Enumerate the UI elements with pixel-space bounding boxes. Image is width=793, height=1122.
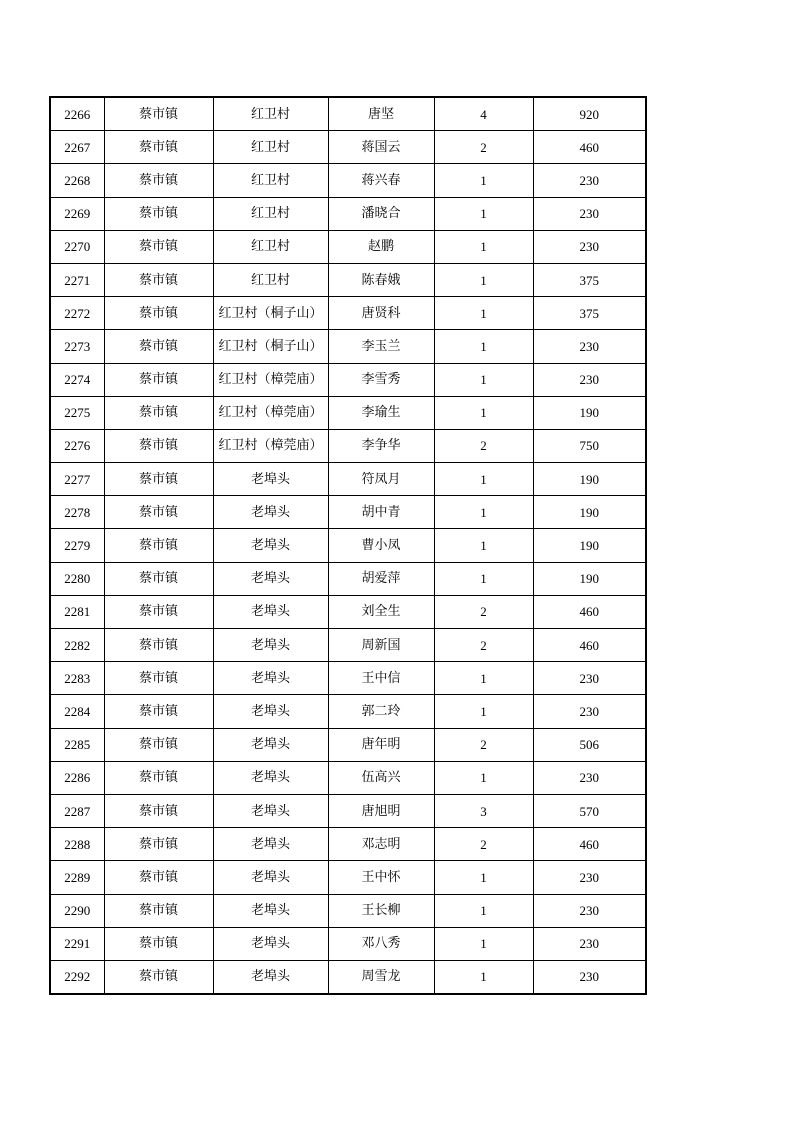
cell-serial-number: 2285 [50, 728, 104, 761]
cell-amount: 460 [533, 828, 646, 861]
cell-person-name: 陈春娥 [328, 263, 434, 296]
cell-person-name: 唐旭明 [328, 794, 434, 827]
cell-serial-number: 2288 [50, 828, 104, 861]
cell-town: 蔡市镇 [104, 97, 213, 131]
cell-person-name: 蒋国云 [328, 131, 434, 164]
cell-amount: 375 [533, 297, 646, 330]
cell-person-name: 李争华 [328, 429, 434, 462]
cell-town: 蔡市镇 [104, 662, 213, 695]
cell-person-name: 李瑜生 [328, 396, 434, 429]
cell-count: 1 [434, 529, 533, 562]
cell-count: 1 [434, 330, 533, 363]
cell-amount: 230 [533, 861, 646, 894]
cell-serial-number: 2267 [50, 131, 104, 164]
table-row [50, 861, 646, 894]
cell-town: 蔡市镇 [104, 728, 213, 761]
cell-amount: 190 [533, 396, 646, 429]
table-row [50, 197, 646, 230]
cell-count: 2 [434, 728, 533, 761]
cell-village: 红卫村（樟莞庙） [213, 429, 328, 462]
cell-village: 老埠头 [213, 960, 328, 994]
cell-village: 老埠头 [213, 828, 328, 861]
cell-count: 2 [434, 131, 533, 164]
cell-amount: 190 [533, 562, 646, 595]
cell-amount: 506 [533, 728, 646, 761]
cell-town: 蔡市镇 [104, 629, 213, 662]
cell-village: 老埠头 [213, 794, 328, 827]
cell-village: 红卫村 [213, 230, 328, 263]
cell-count: 1 [434, 197, 533, 230]
cell-count: 2 [434, 828, 533, 861]
cell-count: 1 [434, 230, 533, 263]
cell-amount: 230 [533, 960, 646, 994]
cell-person-name: 胡中青 [328, 496, 434, 529]
cell-amount: 920 [533, 97, 646, 131]
cell-serial-number: 2282 [50, 629, 104, 662]
table-row [50, 662, 646, 695]
cell-amount: 750 [533, 429, 646, 462]
cell-count: 1 [434, 662, 533, 695]
cell-town: 蔡市镇 [104, 794, 213, 827]
cell-serial-number: 2266 [50, 97, 104, 131]
cell-amount: 230 [533, 894, 646, 927]
cell-amount: 375 [533, 263, 646, 296]
cell-count: 1 [434, 761, 533, 794]
cell-person-name: 李玉兰 [328, 330, 434, 363]
cell-person-name: 蒋兴春 [328, 164, 434, 197]
cell-person-name: 邓志明 [328, 828, 434, 861]
table-body [50, 97, 646, 994]
cell-town: 蔡市镇 [104, 496, 213, 529]
cell-person-name: 唐贤科 [328, 297, 434, 330]
cell-town: 蔡市镇 [104, 529, 213, 562]
cell-town: 蔡市镇 [104, 894, 213, 927]
cell-count: 1 [434, 562, 533, 595]
cell-person-name: 郭二玲 [328, 695, 434, 728]
cell-amount: 190 [533, 529, 646, 562]
cell-count: 1 [434, 363, 533, 396]
cell-amount: 230 [533, 230, 646, 263]
table-row [50, 97, 646, 131]
table-row [50, 894, 646, 927]
cell-serial-number: 2286 [50, 761, 104, 794]
cell-town: 蔡市镇 [104, 363, 213, 396]
table-row [50, 164, 646, 197]
table-row [50, 728, 646, 761]
cell-town: 蔡市镇 [104, 761, 213, 794]
cell-serial-number: 2287 [50, 794, 104, 827]
cell-count: 1 [434, 164, 533, 197]
cell-village: 老埠头 [213, 927, 328, 960]
cell-person-name: 曹小凤 [328, 529, 434, 562]
cell-amount: 230 [533, 761, 646, 794]
cell-amount: 460 [533, 595, 646, 628]
cell-town: 蔡市镇 [104, 396, 213, 429]
cell-town: 蔡市镇 [104, 429, 213, 462]
table-row [50, 429, 646, 462]
cell-amount: 570 [533, 794, 646, 827]
cell-amount: 230 [533, 695, 646, 728]
cell-village: 老埠头 [213, 662, 328, 695]
cell-town: 蔡市镇 [104, 197, 213, 230]
cell-person-name: 周雪龙 [328, 960, 434, 994]
cell-amount: 230 [533, 363, 646, 396]
cell-town: 蔡市镇 [104, 562, 213, 595]
cell-person-name: 王中信 [328, 662, 434, 695]
table-row [50, 828, 646, 861]
cell-village: 红卫村 [213, 197, 328, 230]
table-row [50, 263, 646, 296]
cell-amount: 460 [533, 629, 646, 662]
cell-town: 蔡市镇 [104, 828, 213, 861]
cell-village: 老埠头 [213, 595, 328, 628]
cell-serial-number: 2269 [50, 197, 104, 230]
cell-village: 红卫村 [213, 97, 328, 131]
table-row [50, 595, 646, 628]
cell-serial-number: 2283 [50, 662, 104, 695]
cell-person-name: 王长柳 [328, 894, 434, 927]
cell-village: 老埠头 [213, 761, 328, 794]
cell-serial-number: 2268 [50, 164, 104, 197]
cell-village: 红卫村（桐子山） [213, 330, 328, 363]
cell-town: 蔡市镇 [104, 927, 213, 960]
cell-amount: 460 [533, 131, 646, 164]
table-row [50, 761, 646, 794]
cell-serial-number: 2278 [50, 496, 104, 529]
cell-village: 红卫村（桐子山） [213, 297, 328, 330]
table-row [50, 927, 646, 960]
cell-town: 蔡市镇 [104, 230, 213, 263]
cell-village: 老埠头 [213, 629, 328, 662]
cell-person-name: 胡爱萍 [328, 562, 434, 595]
cell-count: 3 [434, 794, 533, 827]
cell-village: 红卫村 [213, 164, 328, 197]
cell-village: 老埠头 [213, 861, 328, 894]
cell-amount: 190 [533, 463, 646, 496]
cell-count: 1 [434, 894, 533, 927]
cell-serial-number: 2275 [50, 396, 104, 429]
cell-serial-number: 2270 [50, 230, 104, 263]
cell-amount: 230 [533, 197, 646, 230]
cell-person-name: 刘全生 [328, 595, 434, 628]
cell-village: 老埠头 [213, 728, 328, 761]
cell-count: 1 [434, 960, 533, 994]
cell-serial-number: 2279 [50, 529, 104, 562]
cell-amount: 230 [533, 927, 646, 960]
subsidy-table [49, 96, 647, 995]
cell-person-name: 唐坚 [328, 97, 434, 131]
cell-count: 2 [434, 595, 533, 628]
cell-person-name: 王中怀 [328, 861, 434, 894]
cell-serial-number: 2284 [50, 695, 104, 728]
cell-count: 1 [434, 297, 533, 330]
cell-person-name: 潘晓合 [328, 197, 434, 230]
cell-village: 老埠头 [213, 894, 328, 927]
cell-serial-number: 2292 [50, 960, 104, 994]
cell-person-name: 伍高兴 [328, 761, 434, 794]
cell-village: 老埠头 [213, 529, 328, 562]
cell-town: 蔡市镇 [104, 463, 213, 496]
table-row [50, 562, 646, 595]
cell-count: 1 [434, 861, 533, 894]
cell-serial-number: 2276 [50, 429, 104, 462]
cell-serial-number: 2277 [50, 463, 104, 496]
cell-serial-number: 2291 [50, 927, 104, 960]
cell-count: 1 [434, 496, 533, 529]
table-row [50, 960, 646, 994]
cell-serial-number: 2289 [50, 861, 104, 894]
cell-count: 1 [434, 263, 533, 296]
table-row [50, 230, 646, 263]
cell-count: 2 [434, 429, 533, 462]
cell-amount: 230 [533, 164, 646, 197]
table-row [50, 695, 646, 728]
table-row [50, 629, 646, 662]
cell-serial-number: 2274 [50, 363, 104, 396]
cell-town: 蔡市镇 [104, 595, 213, 628]
table-row [50, 363, 646, 396]
cell-serial-number: 2280 [50, 562, 104, 595]
cell-count: 1 [434, 396, 533, 429]
cell-village: 红卫村 [213, 263, 328, 296]
cell-serial-number: 2271 [50, 263, 104, 296]
table-row [50, 131, 646, 164]
cell-village: 红卫村（樟莞庙） [213, 396, 328, 429]
cell-amount: 190 [533, 496, 646, 529]
cell-person-name: 符凤月 [328, 463, 434, 496]
cell-person-name: 李雪秀 [328, 363, 434, 396]
cell-town: 蔡市镇 [104, 131, 213, 164]
cell-count: 1 [434, 695, 533, 728]
cell-count: 2 [434, 629, 533, 662]
cell-serial-number: 2290 [50, 894, 104, 927]
table-row [50, 463, 646, 496]
cell-village: 老埠头 [213, 463, 328, 496]
cell-count: 1 [434, 927, 533, 960]
cell-village: 红卫村 [213, 131, 328, 164]
cell-amount: 230 [533, 330, 646, 363]
cell-count: 1 [434, 463, 533, 496]
table-row [50, 496, 646, 529]
cell-person-name: 周新国 [328, 629, 434, 662]
cell-village: 老埠头 [213, 695, 328, 728]
cell-village: 老埠头 [213, 496, 328, 529]
cell-town: 蔡市镇 [104, 263, 213, 296]
table-row [50, 330, 646, 363]
cell-serial-number: 2281 [50, 595, 104, 628]
cell-town: 蔡市镇 [104, 960, 213, 994]
cell-amount: 230 [533, 662, 646, 695]
cell-town: 蔡市镇 [104, 695, 213, 728]
cell-person-name: 唐年明 [328, 728, 434, 761]
table-row [50, 529, 646, 562]
cell-person-name: 赵鹏 [328, 230, 434, 263]
cell-town: 蔡市镇 [104, 297, 213, 330]
cell-village: 老埠头 [213, 562, 328, 595]
cell-person-name: 邓八秀 [328, 927, 434, 960]
table-row [50, 297, 646, 330]
cell-town: 蔡市镇 [104, 861, 213, 894]
cell-serial-number: 2272 [50, 297, 104, 330]
cell-count: 4 [434, 97, 533, 131]
table-row [50, 396, 646, 429]
cell-town: 蔡市镇 [104, 330, 213, 363]
table-row [50, 794, 646, 827]
cell-serial-number: 2273 [50, 330, 104, 363]
cell-village: 红卫村（樟莞庙） [213, 363, 328, 396]
cell-town: 蔡市镇 [104, 164, 213, 197]
